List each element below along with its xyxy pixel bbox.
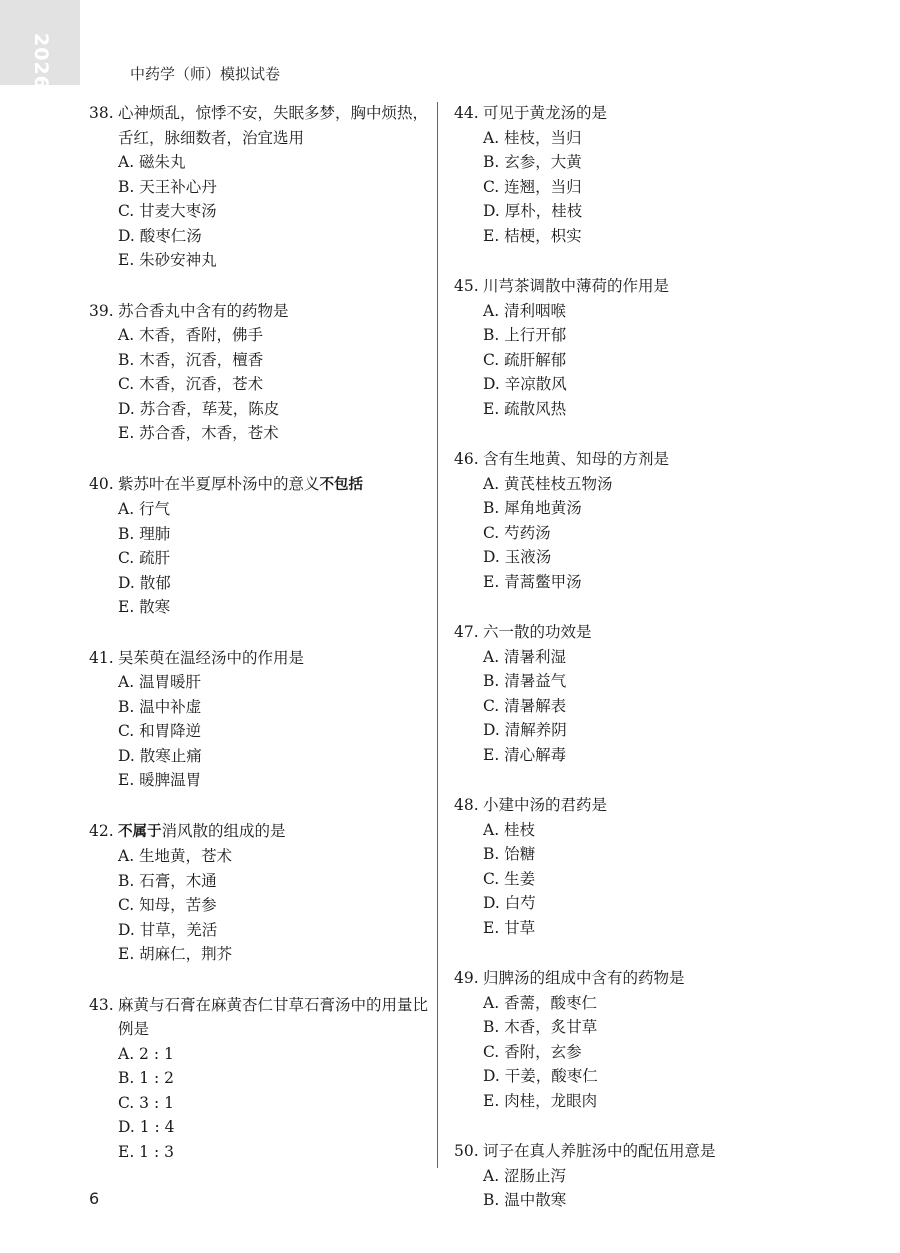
answer-option: B. 犀角地黄汤: [483, 499, 582, 517]
answer-option: D. 厚朴，桂枝: [483, 202, 583, 220]
question-text-part: 川芎茶调散中薄荷的作用是: [483, 277, 670, 295]
answer-option: E. 清心解毒: [483, 745, 567, 764]
answer-option: B. 木香，沉香，檀香: [118, 350, 264, 369]
answer-option: A. 涩肠止泻: [483, 1166, 567, 1185]
answer-option: C. 生姜: [483, 869, 536, 888]
answer-option: C. 甘麦大枣汤: [118, 202, 217, 220]
answer-option: A. 温胃暖肝: [118, 673, 202, 691]
answer-option: A. 黄芪桂枝五物汤: [483, 474, 613, 493]
question-block: [454, 620, 804, 767]
question-stem: [454, 966, 804, 991]
column-divider: [437, 102, 438, 1168]
running-header-title: 中药学（师）模拟试卷: [130, 65, 281, 83]
question-number: 49.: [454, 969, 479, 987]
question-stem: [89, 299, 429, 324]
question-number: 44.: [454, 104, 479, 122]
answer-option: D. 甘草，羌活: [118, 920, 218, 939]
question-number: 46.: [454, 450, 479, 468]
question-text: [118, 993, 429, 1042]
question-stem: [89, 101, 429, 150]
answer-option: A. 磁朱丸: [118, 153, 186, 171]
question-stem: [454, 101, 804, 126]
answer-option: C. 知母，苦参: [118, 896, 217, 914]
answer-option: E. 苏合香，木香，苍术: [118, 424, 279, 442]
answer-option: A. 桂枝: [483, 820, 536, 839]
question-keyword: 不包括: [319, 476, 364, 493]
question-block: [454, 793, 804, 940]
answer-option: E. 1 : 3: [118, 1142, 174, 1161]
question-text-part: 紫苏叶在半夏厚朴汤中的意义: [118, 474, 320, 493]
question-number: 48.: [454, 796, 479, 814]
question-block: [454, 966, 804, 1113]
answer-option: C. 疏肝: [118, 549, 171, 567]
answer-option: C. 木香，沉香，苍术: [118, 375, 264, 393]
answer-option: D. 1 : 4: [118, 1118, 175, 1136]
question-number: 43.: [89, 995, 114, 1014]
question-text: [483, 1139, 804, 1164]
question-text-part: 六一散的功效是: [483, 623, 592, 641]
question-number: 45.: [454, 277, 479, 295]
answer-option: C. 清暑解表: [483, 696, 567, 715]
answer-option: B. 温中补虚: [118, 697, 202, 716]
question-text-part: 归脾汤的组成中含有的药物是: [483, 969, 685, 987]
question-stem: [89, 993, 429, 1042]
answer-option: E. 桔梗，枳实: [483, 226, 582, 245]
question-block: [454, 101, 804, 248]
question-text: [483, 274, 804, 299]
answer-option: D. 干姜，酸枣仁: [483, 1067, 598, 1085]
question-text: [483, 101, 804, 126]
question-text: [483, 447, 804, 472]
question-text: [118, 299, 429, 324]
answer-option: D. 散郁: [118, 573, 171, 592]
answer-option: E. 青蒿鳖甲汤: [483, 572, 582, 591]
question-block: [454, 1139, 804, 1213]
question-stem: [454, 620, 804, 645]
left-column: [89, 101, 429, 1190]
answer-option: C. 3 : 1: [118, 1093, 174, 1112]
right-column: [454, 101, 804, 1239]
answer-option: C. 和胃降逆: [118, 722, 202, 740]
question-block: [89, 646, 429, 793]
answer-option: D. 散寒止痛: [118, 746, 202, 765]
answer-option: A. 2 : 1: [118, 1044, 174, 1063]
question-keyword: 不属于: [118, 823, 162, 840]
answer-option: A. 桂枝，当归: [483, 128, 582, 147]
answer-option: E. 朱砂安神丸: [118, 251, 217, 269]
question-block: [89, 299, 429, 446]
question-stem: [454, 447, 804, 472]
answer-option: E. 甘草: [483, 918, 536, 937]
answer-option: A. 清暑利湿: [483, 647, 567, 666]
question-text: [483, 793, 804, 818]
answer-option: A. 香薷，酸枣仁: [483, 993, 598, 1012]
question-number: 38.: [89, 104, 114, 122]
question-block: [454, 274, 804, 421]
question-text-part: 诃子在真人养脏汤中的配伍用意是: [483, 1142, 716, 1160]
answer-option: A. 行气: [118, 500, 171, 518]
answer-option: E. 散寒: [118, 598, 171, 616]
answer-option: D. 玉液汤: [483, 548, 552, 566]
question-text-part: 吴茱萸在温经汤中的作用是: [118, 648, 305, 667]
question-number: 39.: [89, 301, 114, 320]
answer-option: C. 疏肝解郁: [483, 350, 567, 369]
question-number: 50.: [454, 1142, 479, 1160]
year-label: 2026: [30, 33, 52, 90]
answer-option: E. 疏散风热: [483, 399, 567, 418]
question-block: [454, 447, 804, 594]
answer-option: B. 天王补心丹: [118, 177, 217, 196]
question-text-part: 可见于黄龙汤的是: [483, 104, 608, 122]
side-tab: [0, 0, 80, 90]
answer-option: C. 连翘，当归: [483, 177, 582, 196]
answer-option: B. 上行开郁: [483, 326, 567, 344]
question-text-part: 消风散的组成的是: [161, 821, 286, 840]
question-block: [89, 993, 429, 1165]
question-stem: [454, 274, 804, 299]
answer-option: B. 温中散寒: [483, 1191, 567, 1209]
answer-option: A. 生地黄，苍术: [118, 847, 233, 865]
answer-option: D. 辛凉散风: [483, 375, 567, 393]
question-stem: [89, 646, 429, 671]
answer-option: B. 清暑益气: [483, 672, 567, 690]
answer-option: D. 酸枣仁汤: [118, 226, 202, 245]
answer-option: C. 香附，玄参: [483, 1042, 582, 1061]
answer-option: A. 木香，香附，佛手: [118, 326, 264, 344]
answer-option: B. 1 : 2: [118, 1069, 175, 1087]
question-text-part: 心神烦乱，惊悸不安，失眠多梦，胸中烦热，舌红，脉细数者，治宜选用: [118, 104, 429, 147]
answer-option: B. 木香，炙甘草: [483, 1018, 598, 1036]
answer-option: C. 芍药汤: [483, 523, 551, 542]
answer-option: D. 白芍: [483, 894, 536, 912]
question-number: 42.: [89, 821, 114, 840]
answer-option: B. 理肺: [118, 524, 171, 543]
question-text: [118, 472, 429, 498]
question-text: [483, 620, 804, 645]
question-stem: [89, 819, 429, 845]
question-text-part: 麻黄与石膏在麻黄杏仁甘草石膏汤中的用量比例是: [118, 995, 429, 1038]
question-number: 47.: [454, 623, 479, 641]
answer-option: B. 饴糖: [483, 845, 536, 863]
question-stem: [89, 472, 429, 498]
answer-option: E. 胡麻仁，荆芥: [118, 945, 233, 963]
question-text: [118, 819, 429, 845]
question-text: [118, 101, 429, 150]
answer-option: A. 清利咽喉: [483, 301, 567, 320]
question-text-part: 小建中汤的君药是: [483, 796, 608, 814]
answer-option: D. 苏合香，荜茇，陈皮: [118, 399, 280, 418]
question-block: [89, 101, 429, 273]
question-number: 41.: [89, 648, 114, 667]
answer-option: E. 肉桂，龙眼肉: [483, 1091, 598, 1110]
page-number: 6: [89, 1189, 100, 1208]
question-stem: [454, 793, 804, 818]
question-text-part: 苏合香丸中含有的药物是: [118, 301, 289, 320]
question-text: [118, 646, 429, 671]
answer-option: B. 石膏，木通: [118, 871, 217, 890]
answer-option: E. 暖脾温胃: [118, 771, 202, 789]
question-number: 40.: [89, 474, 114, 493]
question-block: [89, 819, 429, 967]
answer-option: B. 玄参，大黄: [483, 153, 582, 171]
question-block: [89, 472, 429, 620]
question-text: [483, 966, 804, 991]
question-stem: [454, 1139, 804, 1164]
question-text-part: 含有生地黄、知母的方剂是: [483, 450, 670, 468]
answer-option: D. 清解养阴: [483, 721, 567, 739]
